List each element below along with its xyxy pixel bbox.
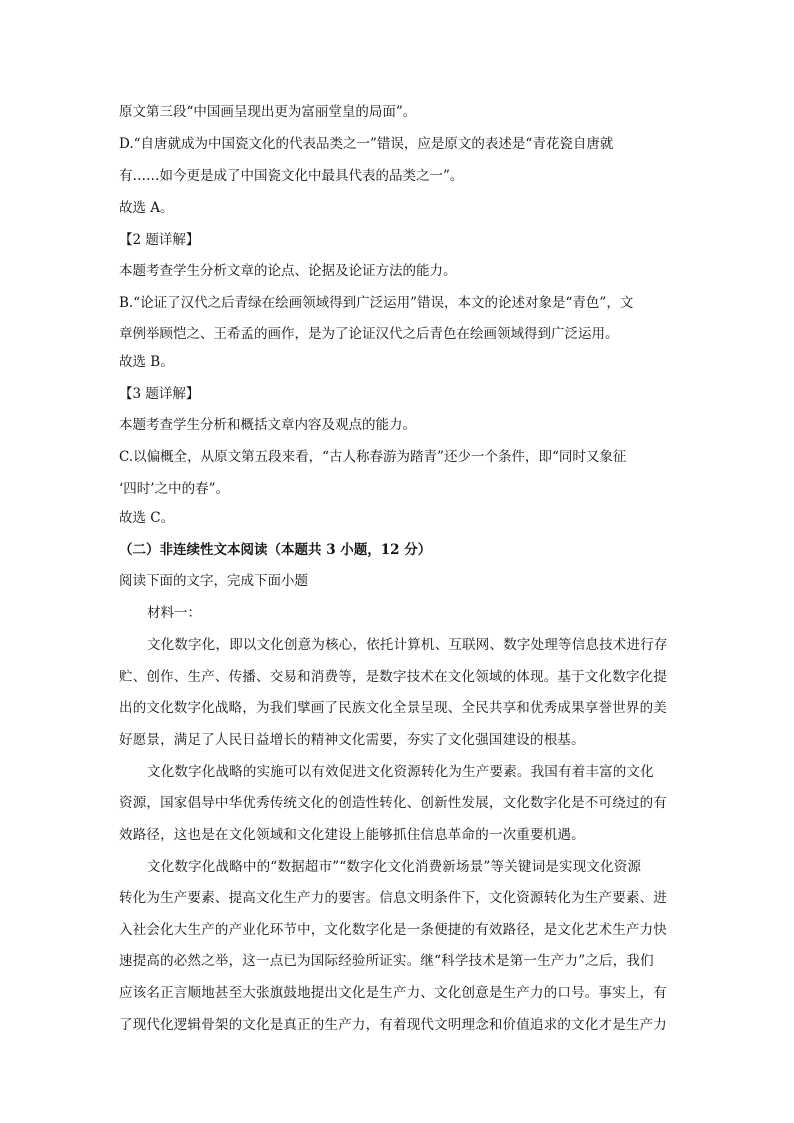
text-line: 故选 C。 [119,510,175,526]
text-line: 有……如今更是成了中国瓷文化中最具代表的品类之一”。 [119,168,464,184]
text-line: 故选 A。 [119,200,174,216]
text-line: C.以偏概全，从原文第五段来看，“古人称春游为踏青”还少一个条件，即“同时又象征 [119,449,627,465]
material-text-line: 速提高的必然之举，这一点已为国际经验所证实。继“科学技术是第一生产力”之后，我们 [119,953,654,969]
material-text-line: 文化数字化，即以文化创意为核心，依托计算机、互联网、数字处理等信息技术进行存 [147,637,668,653]
material-text-line: 应该名正言顺地甚至大张旗鼓地提出文化是生产力、文化创意是生产力的口号。事实上，有 [119,985,667,1001]
section-title: （二）非连续性文本阅读（本题共 3 小题，12 分） [119,542,432,558]
text-line: 本题考查学生分析和概括文章内容及观点的能力。 [119,417,416,433]
text-line: 原文第三段“中国画呈现出更为富丽堂皇的局面”。 [119,104,417,120]
material-text-line: 了现代化逻辑骨架的文化是真正的生产力，有着现代文明理念和价值追求的文化才是生产力 [119,1017,667,1033]
material-text-line: 好愿景，满足了人民日益增长的精神文化需要，夯实了文化强国建设的根基。 [119,732,585,748]
text-line: 章例举顾恺之、王希孟的画作，是为了论证汉代之后青色在绘画领域得到广泛运用。 [119,326,619,342]
section-heading: 【2 题详解】 [119,232,200,248]
material-text-line: 文化数字化战略中的“数据超市”“数字化文化消费新场景”等关键词是实现文化资源 [147,859,642,875]
text-line: 本题考查学生分析文章的论点、论据及论证方法的能力。 [119,263,457,279]
text-line: D.“自唐就成为中国瓷文化的代表品类之一”错误，应是原文的表述是“青花瓷自唐就 [119,136,614,152]
material-text-line: 转化为生产要素、提高文化生产力的要害。信息文明条件下，文化资源转化为生产要素、进 [119,890,667,906]
text-line: ‘四时’之中的春”。 [119,481,229,497]
text-line: 故选 B。 [119,354,174,370]
material-text-line: 入社会化大生产的产业化环节中，文化数字化是一条便捷的有效路径，是文化艺术生产力快 [119,922,667,938]
text-line: B.“论证了汉代之后青绿在绘画领域得到广泛运用”错误，本文的论述对象是“青色”，文 [119,295,634,311]
material-label: 材料一： [147,605,201,621]
material-text-line: 效路径，这也是在文化领域和文化建设上能够抓住信息革命的一次重要机遇。 [119,827,585,843]
material-text-line: 文化数字化战略的实施可以有效促进文化资源转化为生产要素。我国有着丰富的文化 [147,764,654,780]
material-text-line: 贮、创作、生产、传播、交易和消费等，是数字技术在文化领域的体现。基于文化数字化提 [119,669,667,685]
material-text-line: 出的文化数字化战略，为我们擘画了民族文化全景呈现、全民共享和优秀成果享誉世界的美 [119,700,667,716]
section-heading: 【3 题详解】 [119,386,200,402]
material-text-line: 资源，国家倡导中华优秀传统文化的创造性转化、创新性发展，文化数字化是不可绕过的有 [119,795,667,811]
instruction-line: 阅读下面的文字，完成下面小题 [119,573,308,589]
